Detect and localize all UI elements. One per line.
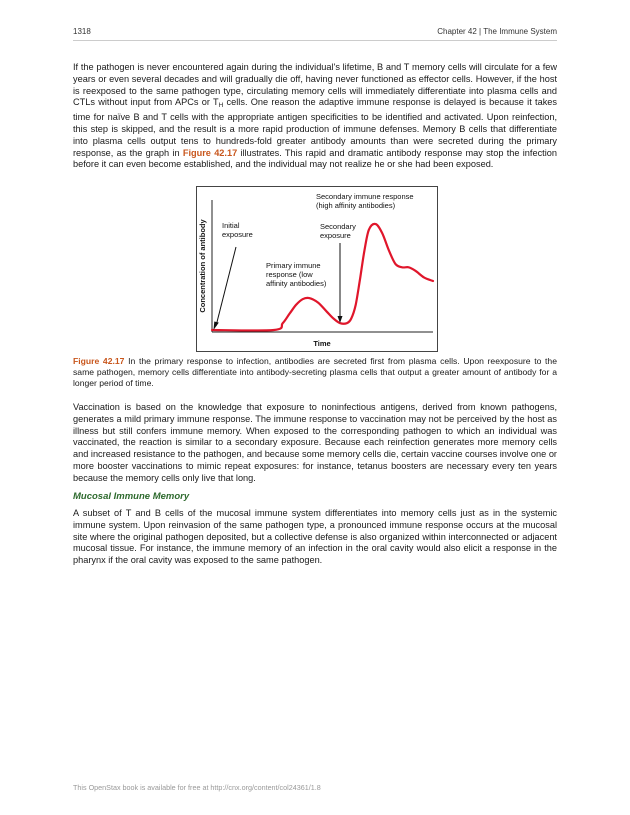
primary-response-label-2: response (low bbox=[266, 270, 313, 279]
p1-text-c: illustrates. This rapid and dramatic antibody response may stop the infection before it can even become established, and the individual may not realize he or she had been exposed. bbox=[73, 147, 557, 170]
header-rule bbox=[73, 40, 557, 41]
caption-text: In the primary response to infection, antibodies are secreted first from plasma cells. Upon reexposure to the same pathogen, memory cells differentiate into antibody-secreting plasma cells that output a greater amount of antibody for a longer period of time. bbox=[73, 356, 557, 388]
secondary-exposure-label-2: exposure bbox=[320, 231, 351, 240]
initial-exposure-label-1: Initial bbox=[222, 221, 240, 230]
y-axis-label: Concentration of antibody bbox=[198, 219, 207, 313]
footer-note: This OpenStax book is available for free at http://cnx.org/content/col24361/1.8 bbox=[73, 783, 321, 792]
caption-label: Figure 42.17 bbox=[73, 356, 125, 366]
chapter-title: Chapter 42 | The Immune System bbox=[437, 27, 557, 36]
section-heading-mucosal: Mucosal Immune Memory bbox=[73, 491, 190, 502]
initial-exposure-label-2: exposure bbox=[222, 230, 253, 239]
paragraph-mucosal: A subset of T and B cells of the mucosal immune system differentiates into memory cells just as in the systemic immune system. Upon reinvasion of the same pathogen type, a pronounced immune response occurs at the mucosal site where the original pathogen deposited, but a collective defense is also organized within interconnected or adjacent mucosal tissue. For instance, the immune memory of an infection in the oral cavity would also elicit a response in the pharynx if the oral cavity was exposed to the same pathogen. bbox=[73, 508, 557, 566]
x-axis-label: Time bbox=[313, 339, 331, 348]
secondary-response-label-1: Secondary immune response bbox=[316, 192, 414, 201]
p1-subscript: H bbox=[218, 102, 224, 110]
paragraph-vaccination: Vaccination is based on the knowledge that exposure to noninfectious antigens, derived from known pathogens, generates a mild primary immune response. The immune response to vaccination may not be perceived by the host as illness but still confers immune memory. When exposed to the corresponding pathogen to which an individual was vaccinated, the reaction is similar to a secondary exposure. Because each reinfection generates more memory cells and increased resistance to the pathogen, and because some memory cells die, certain vaccine courses involve one or more booster vaccinations to mimic repeat exposures: for instance, tetanus boosters are necessary every ten years because the memory cells only live that long. bbox=[73, 402, 557, 483]
p1-text-a: If the pathogen is never encountered again during the individual's lifetime, B and T memory cells will circulate for a few years or even several decades and will gradually die off, having never functioned as effector cells. However, if the host is reexposed to the same pathogen type, circulating memory cells will immediately differentiate into plasma cells and CTLs without input from APCs or T bbox=[73, 62, 557, 108]
primary-response-label-3: affinity antibodies) bbox=[266, 279, 327, 288]
primary-response-label-1: Primary immune bbox=[266, 261, 321, 270]
secondary-exposure-label-1: Secondary bbox=[320, 222, 356, 231]
paragraph-memory-cells bbox=[73, 62, 557, 171]
figure-link[interactable]: Figure 42.17 bbox=[182, 147, 238, 158]
p1-text-b: cells. One reason the adaptive immune response is delayed is because it takes time for naïve B and T cells with the appropriate antigen specificities to be identified and activated. Upon reinfection, this step is skipped, and the result is a more rapid production of immune defenses. Memory B cells that differentiate into plasma cells output tens to hundreds-fold greater antibody amounts than were secreted during the primary response, as the graph in bbox=[73, 97, 557, 158]
secondary-response-label-2: (high affinity antibodies) bbox=[316, 201, 396, 210]
antibody-response-figure bbox=[196, 186, 438, 352]
figure-caption bbox=[73, 356, 557, 389]
page-number: 1318 bbox=[73, 27, 91, 36]
